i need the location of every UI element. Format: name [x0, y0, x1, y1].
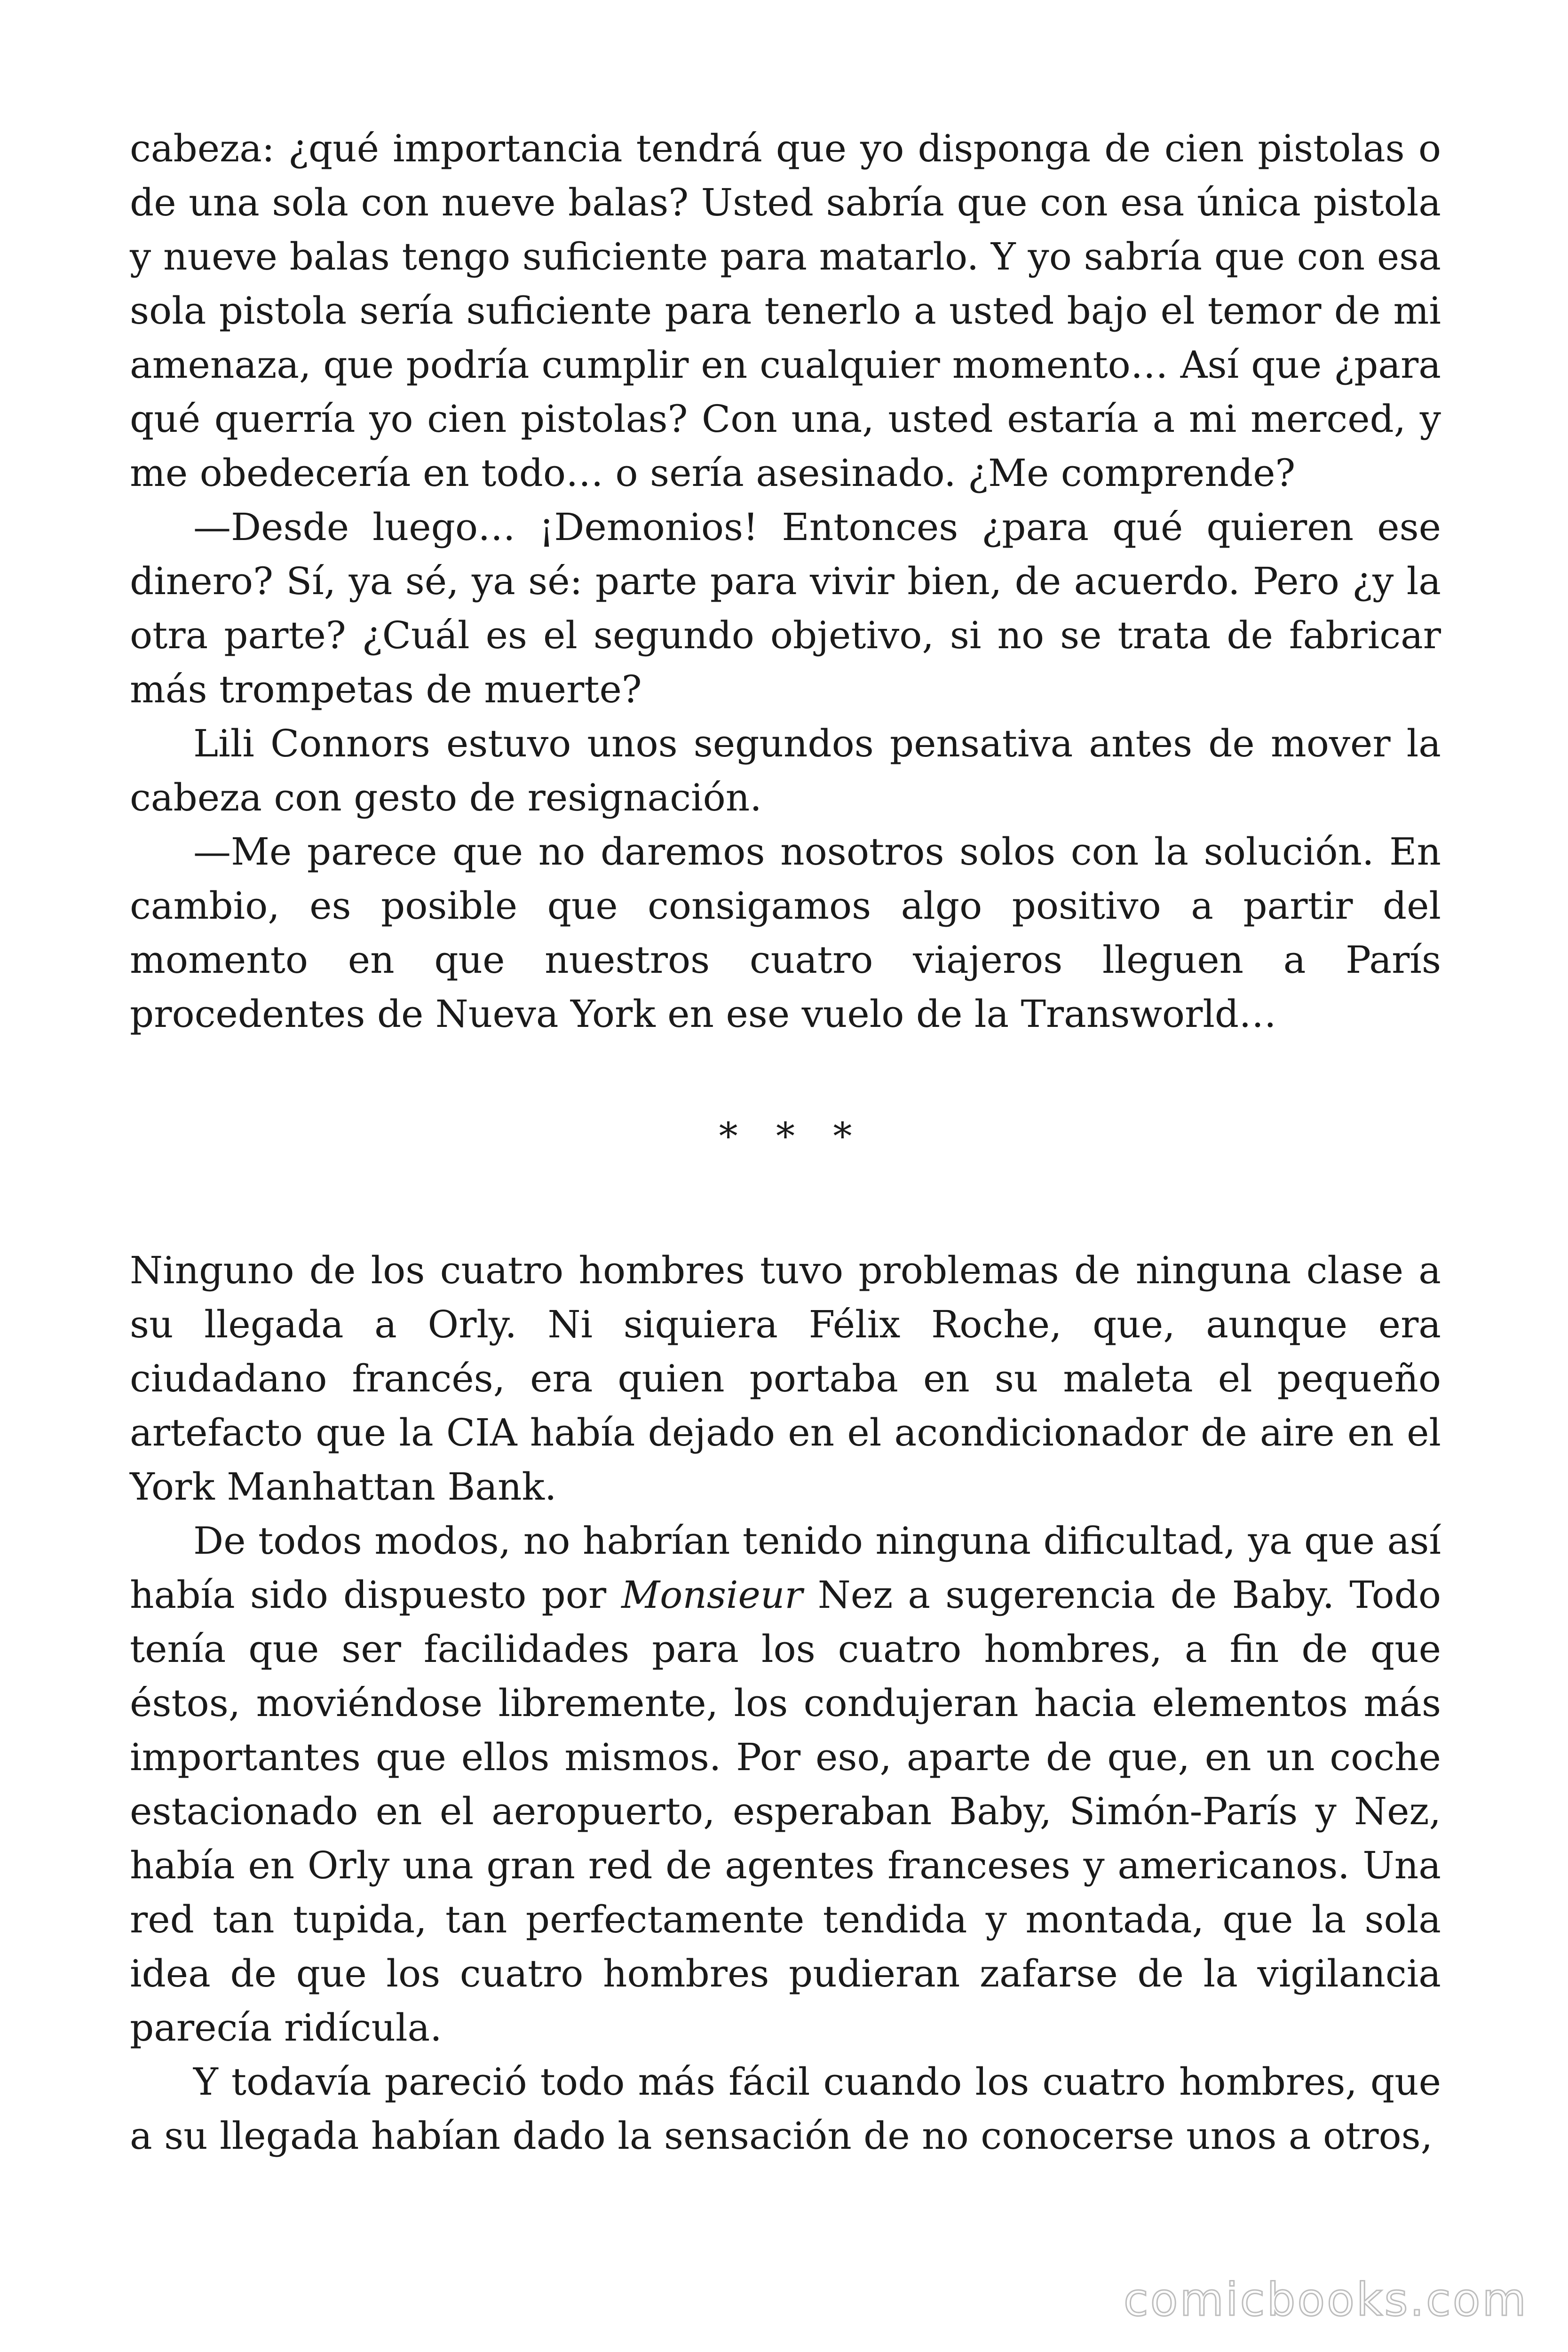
paragraph-2: —Desde luego… ¡Demonios! Entonces ¿para qué quieren ese dinero? Sí, ya sé, ya sé: parte para vivir bien, de acuerdo. Pero ¿y la otra parte? ¿Cuál es el segundo objetivo, si no se trata de fabricar más trompetas de muerte? — [130, 505, 1441, 711]
book-page — [130, 121, 1441, 2163]
paragraph-6 — [130, 1514, 1441, 2055]
paragraph-6-start: De todos modos, no habrían tenido ninguna dificultad, ya que así había sido dispuesto por — [130, 1519, 1441, 1617]
paragraph-6-end: Nez a sugerencia de Baby. Todo tenía que ser facilidades para los cuatro hombres, a fin de que éstos, moviéndose libremente, los condujeran hacia elementos más importantes que ellos mismos. Por eso, aparte de que, en un coche estacionado en el aeropuerto, esperaban Baby, Simón-París y Nez, había en Orly una gran red de agentes franceses y americanos. Una red tan tupida, tan perfectamente tendida y montada, que la sola idea de que los cuatro hombres pudieran zafarse de la vigilancia parecía ridícula. — [130, 1573, 1441, 2050]
paragraph-1: cabeza: ¿qué importancia tendrá que yo disponga de cien pistolas o de una sola con nueve balas? Usted sabría que con esa única pistola y nueve balas tengo suficiente para matarlo. Y yo sabría que con esa sola pistola sería suficiente para tenerlo a usted bajo el temor de mi amenaza, que podría cumplir en cualquier momento… Así que ¿para qué querría yo cien pistolas? Con una, usted estaría a mi merced, y me obedecería en todo… o sería asesinado. ¿Me comprende? — [130, 127, 1441, 495]
watermark: comicbooks.com — [1123, 2273, 1528, 2326]
section-separator: * * * — [719, 1114, 865, 1158]
paragraph-4: —Me parece que no daremos nosotros solos con la solución. En cambio, es posible que consigamos algo positivo a partir del momento en que nuestros cuatro viajeros lleguen a París procedentes de Nueva York en ese vuelo de la Transworld… — [130, 830, 1441, 1036]
italic-monsieur: Monsieur — [621, 1573, 803, 1617]
paragraph-7: Y todavía pareció todo más fácil cuando los cuatro hombres, que a su llegada habían dado la sensación de no conocerse unos a otros, — [130, 2060, 1441, 2158]
paragraph-5: Ninguno de los cuatro hombres tuvo problemas de ninguna clase a su llegada a Orly. Ni siquiera Félix Roche, que, aunque era ciudadano francés, era quien portaba en su maleta el pequeño artefacto que la CIA había dejado en el acondicionador de aire en el York Manhattan Bank. — [130, 1248, 1441, 1509]
paragraph-3: Lili Connors estuvo unos segundos pensativa antes de mover la cabeza con gesto de resignación. — [130, 722, 1441, 819]
